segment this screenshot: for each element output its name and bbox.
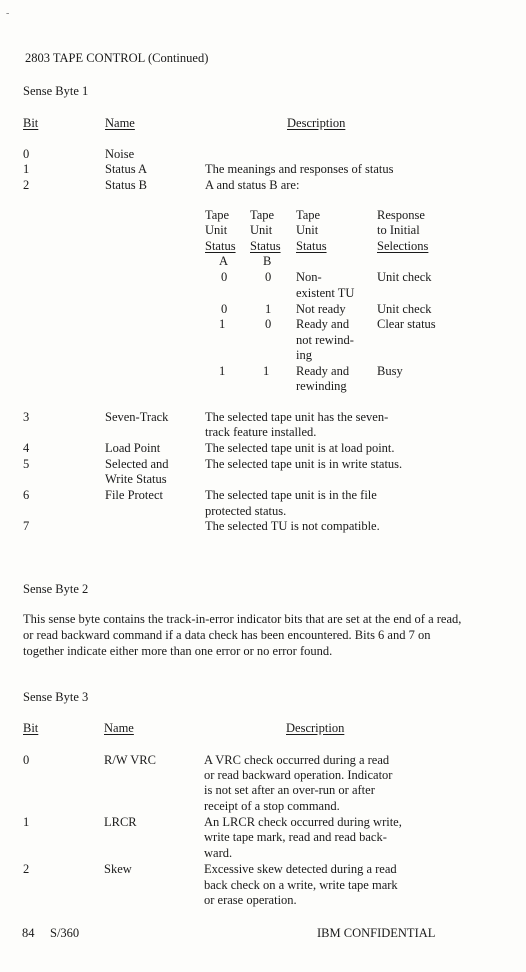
- tape-unit-status-line: Ready and: [296, 364, 350, 378]
- bit-number: 5: [23, 457, 30, 471]
- response-value: Unit check: [377, 302, 432, 316]
- status-a-value: 0: [221, 270, 228, 284]
- tape-unit-status-line: Non-: [296, 270, 322, 284]
- col-header-description: Description: [286, 721, 345, 735]
- sense-byte-1-heading: Sense Byte 1: [23, 84, 89, 98]
- bit-description-line: write tape mark, read and read back-: [204, 830, 387, 844]
- tape-unit-status-line: not rewind-: [296, 333, 354, 347]
- bit-description-line: The selected tape unit has the seven-: [205, 410, 389, 424]
- bit-description-line: protected status.: [205, 504, 287, 518]
- bit-description-line: or read backward operation. Indicator: [204, 768, 393, 782]
- status-b-value: 0: [265, 270, 272, 284]
- bit-description-line: The selected TU is not compatible.: [205, 519, 380, 533]
- tape-unit-status-line: existent TU: [296, 286, 355, 300]
- status-table-header-status-line: Tape: [296, 208, 321, 222]
- sense-byte-2-heading: Sense Byte 2: [23, 582, 89, 596]
- bit-description-line: The selected tape unit is in write status.: [205, 457, 403, 471]
- status-table-header-b-line: B: [263, 254, 272, 268]
- tape-unit-status-line: Not ready: [296, 302, 346, 316]
- status-a-value: 1: [219, 364, 226, 378]
- bit-description-line: The meanings and responses of status: [205, 162, 394, 176]
- bit-name: Noise: [105, 147, 135, 161]
- response-value: Clear status: [377, 317, 436, 331]
- bit-name: Seven-Track: [105, 410, 169, 424]
- bit-name: Selected and: [105, 457, 169, 471]
- bit-description-line: track feature installed.: [205, 425, 317, 439]
- status-table-header-b-line: Status: [250, 239, 281, 253]
- confidential-label: IBM CONFIDENTIAL: [317, 926, 436, 940]
- status-table-header-response-line: to Initial: [377, 223, 420, 237]
- bit-name: Skew: [104, 862, 132, 876]
- bit-description-line: The selected tape unit is in the file: [205, 488, 377, 502]
- response-value: Unit check: [377, 270, 432, 284]
- bit-number: 1: [23, 162, 30, 176]
- bit-description-line: A VRC check occurred during a read: [204, 753, 390, 767]
- bit-number: 6: [23, 488, 30, 502]
- status-table-header-status-line: Status: [296, 239, 327, 253]
- bit-description-line: ward.: [204, 846, 233, 860]
- bit-name: LRCR: [104, 815, 137, 829]
- status-table-header-response-line: Response: [377, 208, 425, 222]
- corner-mark: -: [6, 8, 10, 19]
- tape-unit-status-line: Ready and: [296, 317, 350, 331]
- bit-description-line: is not set after an over-run or after: [204, 783, 375, 797]
- bit-name: File Protect: [105, 488, 163, 502]
- bit-number: 2: [23, 862, 30, 876]
- status-table-header-b-line: Unit: [250, 223, 273, 237]
- status-a-value: 1: [219, 317, 226, 331]
- status-table-header-status-line: Unit: [296, 223, 319, 237]
- bit-number: 4: [23, 441, 30, 455]
- col-header-description: Description: [287, 116, 346, 130]
- status-table-header-a-line: Unit: [205, 223, 228, 237]
- bit-number: 1: [23, 815, 30, 829]
- response-value: Busy: [377, 364, 403, 378]
- status-table-header-b-line: Tape: [250, 208, 275, 222]
- tape-unit-status-line: rewinding: [296, 379, 347, 393]
- bit-number: 0: [23, 147, 30, 161]
- status-b-value: 1: [263, 364, 270, 378]
- bit-number: 0: [23, 753, 30, 767]
- bit-number: 2: [23, 178, 30, 192]
- status-table-header-a-line: Status: [205, 239, 236, 253]
- bit-number: 3: [23, 410, 30, 424]
- sense-byte-3-heading: Sense Byte 3: [23, 690, 89, 704]
- bit-name: Status A: [105, 162, 148, 176]
- bit-description-line: or erase operation.: [204, 893, 297, 907]
- bit-description-line: Excessive skew detected during a read: [204, 862, 397, 876]
- status-table-header-a-line: A: [219, 254, 229, 268]
- bit-number: 7: [23, 519, 30, 533]
- bit-description-line: A and status B are:: [205, 178, 300, 192]
- col-header-name: Name: [105, 116, 135, 130]
- series-label: S/360: [50, 926, 80, 940]
- col-header-name: Name: [104, 721, 134, 735]
- page-number: 84: [22, 926, 35, 940]
- status-b-value: 1: [265, 302, 272, 316]
- bit-description-line: The selected tape unit is at load point.: [205, 441, 395, 455]
- bit-description-line: receipt of a stop command.: [204, 799, 340, 813]
- status-table-header-a-line: Tape: [205, 208, 230, 222]
- bit-description-line: back check on a write, write tape mark: [204, 878, 398, 892]
- status-a-value: 0: [221, 302, 228, 316]
- bit-description-line: An LRCR check occurred during write,: [204, 815, 402, 829]
- status-table-header-response-line: Selections: [377, 239, 429, 253]
- bit-name: Load Point: [105, 441, 161, 455]
- bit-name: Status B: [105, 178, 148, 192]
- status-b-value: 0: [265, 317, 272, 331]
- bit-name: R/W VRC: [104, 753, 156, 767]
- sense-byte-2-paragraph: This sense byte contains the track-in-error indicator bits that are set at the end of a read, or read backward command if a data check has been encountered. Bits 6 and 7 on together indicate either more than one error or no error found.: [23, 612, 462, 658]
- col-header-bit: Bit: [23, 721, 39, 735]
- tape-unit-status-line: ing: [296, 348, 312, 362]
- page-title: 2803 TAPE CONTROL (Continued): [25, 51, 209, 65]
- bit-name-line-2: Write Status: [105, 472, 167, 486]
- col-header-bit: Bit: [23, 116, 39, 130]
